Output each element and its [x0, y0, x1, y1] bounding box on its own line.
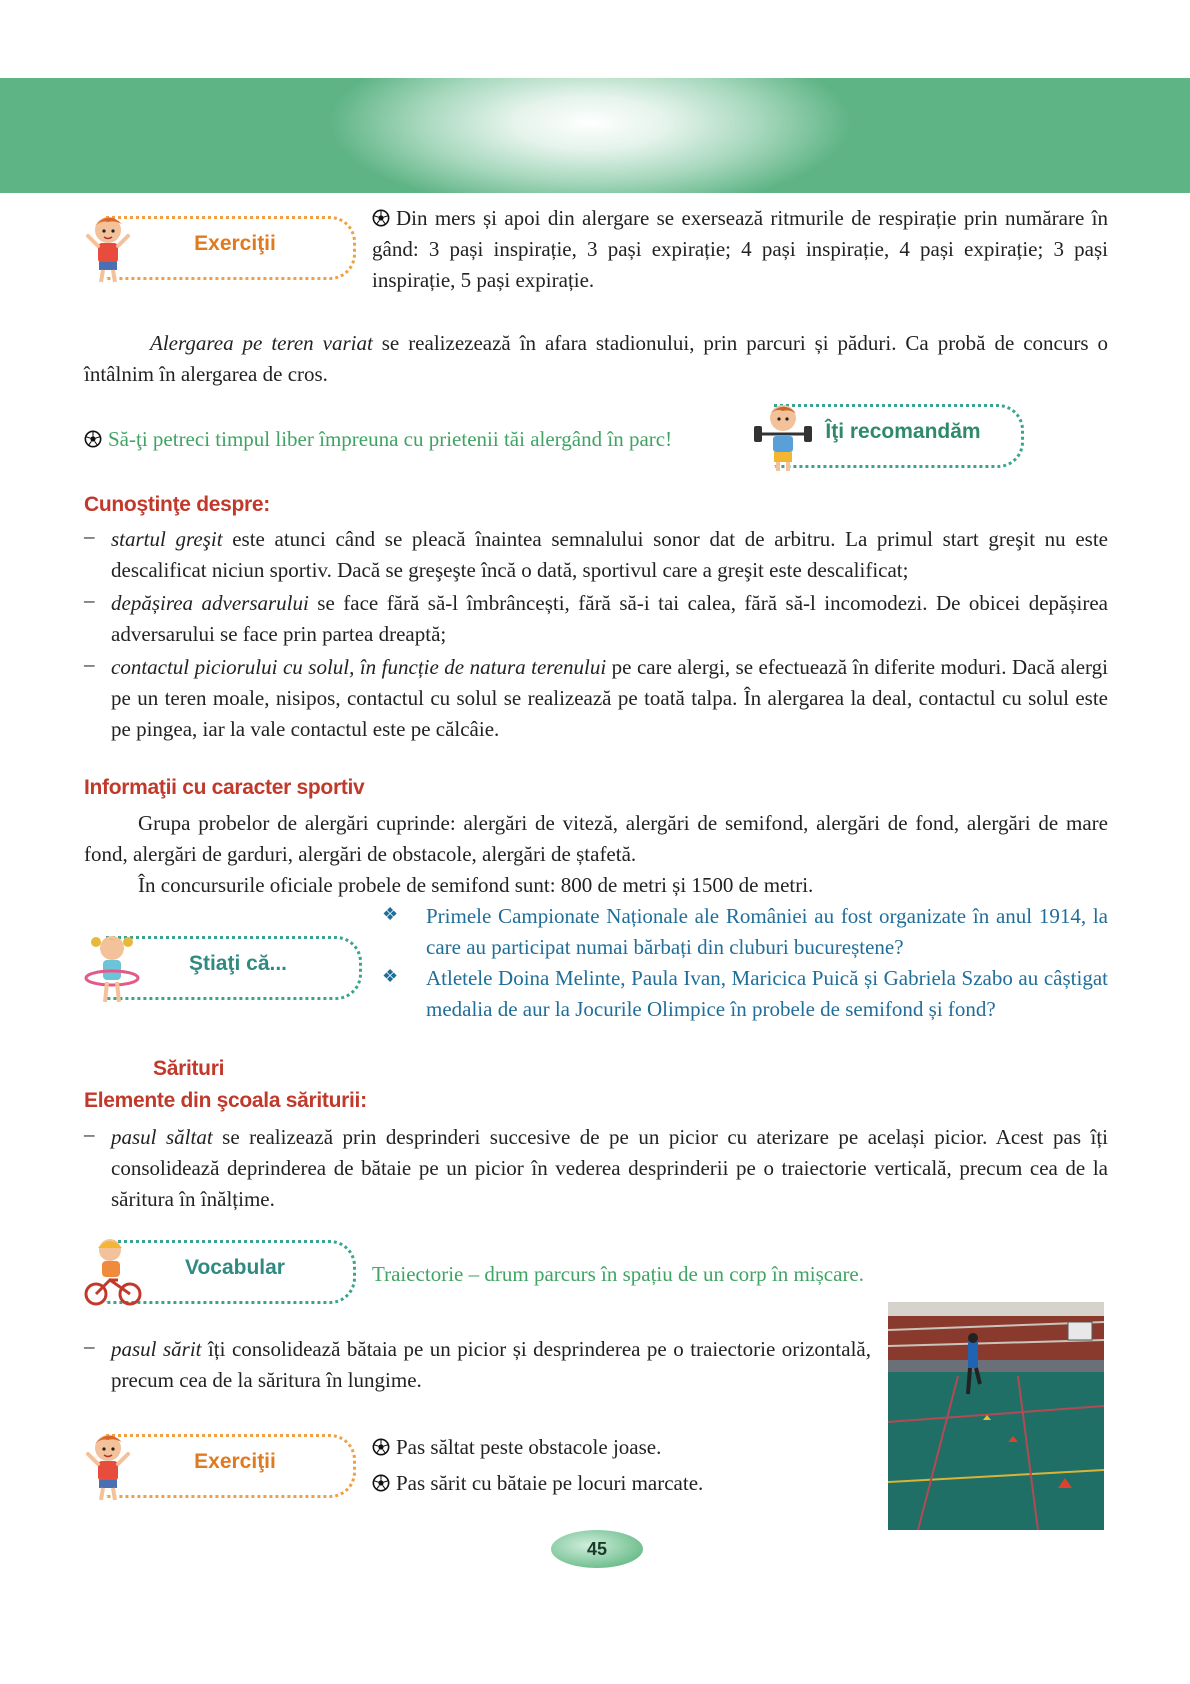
list-item: pasul săltat se realizează prin desprinderi succesive de pe un picior cu aterizare pe același picior. Acest pas îți consolidează deprinderea de bătaie pe un picior în vederea desprinderii pe o traiectorie verticală, precum cea de la săritura în înălțime.: [111, 1125, 1108, 1211]
cunostinte-heading: Cunoştinţe despre:: [84, 493, 270, 516]
exercise-text: Din mers și apoi din alergare se exersează ritmurile de respirație prin numărare în gând: 3 pași inspirație, 3 pași expirație; 4 pași inspirație, 4 pași expirație; 3 pași inspirație, 5 pași expirație.: [372, 206, 1108, 292]
diamond-bullet-icon: ❖: [382, 966, 399, 986]
list-item: contactul piciorului cu solul, în funcție de natura terenului pe care alergi, se efectuează în diferite moduri. Dacă alergi pe un teren moale, nisipos, contactul cu solul se realizează pe toată talpa. În alergarea la deal, contactul cu solul este pe pingea, iar la vale contactul este pe călcâie.: [111, 655, 1108, 741]
informatii-paragraph: Grupa probelor de alergări cuprinde: alergări de viteză, alergări de semifond, alergări de fond, alergări de mare fond, alergări de garduri, alergări de obstacole, alergări de ștafetă.: [84, 811, 1108, 866]
stiati-item: Atletele Doina Melinte, Paula Ivan, Maricica Puică și Gabriela Szabo au câștigat medalia de aur la Jocurile Olimpice în probele de semifond și fond?: [426, 966, 1108, 1021]
header-band: [0, 78, 1190, 193]
badge-label: Ştiaţi că...: [188, 952, 288, 975]
soccer-ball-icon: [372, 209, 390, 227]
stiati-item: Primele Campionate Naționale ale României au fost organizate în anul 1914, la care au participat numai bărbați din cluburi bucureștene?: [426, 904, 1108, 959]
sarituri-heading: Elemente din şcoala săriturii:: [84, 1089, 367, 1112]
list-dash: –: [84, 1334, 95, 1358]
exercitii-badge: [84, 212, 356, 284]
list-dash: –: [84, 588, 95, 612]
list-item: pasul sărit îți consolidează bătaia pe un picior și desprinderea pe o traiectorie orizontală, precum cea de la săritura în lungime.: [111, 1337, 871, 1392]
list-dash: –: [84, 1122, 95, 1146]
list-dash: –: [84, 524, 95, 548]
list-item: startul greşit este atunci când se pleacă înaintea semnalului sonor dat de arbitru. La primul start greşit nu este descalificat niciun sportiv. Dacă se greşeşte încă o dată, sportivul care a greşit este descalificat;: [111, 527, 1108, 582]
informatii-heading: Informaţii cu caracter sportiv: [84, 776, 365, 799]
badge-label: Vocabular: [185, 1256, 285, 1279]
exercise-item: Pas sărit cu bătaie pe locuri marcate.: [372, 1468, 852, 1499]
soccer-ball-icon: [372, 1438, 390, 1456]
teren-paragraph: Alergarea pe teren variat se realizezează în afara stadionului, prin parcuri și păduri. Ca probă de concurs o întâlnim în alergarea de cros.: [84, 331, 1108, 386]
badge-label: Exerciţii: [194, 232, 276, 255]
list-item: depășirea adversarului se face fără să-l îmbrâncești, fără să-i tai calea, fără să-l incomodezi. De obicei depășirea adversarului se face prin partea dreaptă;: [111, 591, 1108, 646]
recommendation-text: Să-ţi petreci timpul liber împreuna cu prietenii tăi alergând în parc!: [84, 424, 724, 455]
sarituri-title: Sărituri: [153, 1057, 225, 1080]
diamond-bullet-icon: ❖: [382, 904, 399, 924]
vocabular-text: Traiectorie – drum parcurs în spațiu de un corp în mișcare.: [372, 1262, 865, 1286]
informatii-paragraph-2: În concursurile oficiale probele de semifond sunt: 800 de metri și 1500 de metri.: [138, 873, 814, 897]
recomandam-badge: [752, 400, 1024, 472]
page-number: 45: [551, 1530, 643, 1568]
vocabular-badge: [84, 1236, 356, 1308]
list-dash: –: [84, 652, 95, 676]
exercise-item: Pas săltat peste obstacole joase.: [372, 1432, 852, 1463]
soccer-ball-icon: [372, 1474, 390, 1492]
stiati-badge: [84, 932, 362, 1004]
soccer-ball-icon: [84, 430, 102, 448]
exercitii-badge-2: [84, 1430, 356, 1502]
badge-label: Exerciţii: [194, 1450, 276, 1473]
badge-label: Îţi recomandăm: [825, 420, 981, 443]
gym-photo: [888, 1302, 1104, 1530]
